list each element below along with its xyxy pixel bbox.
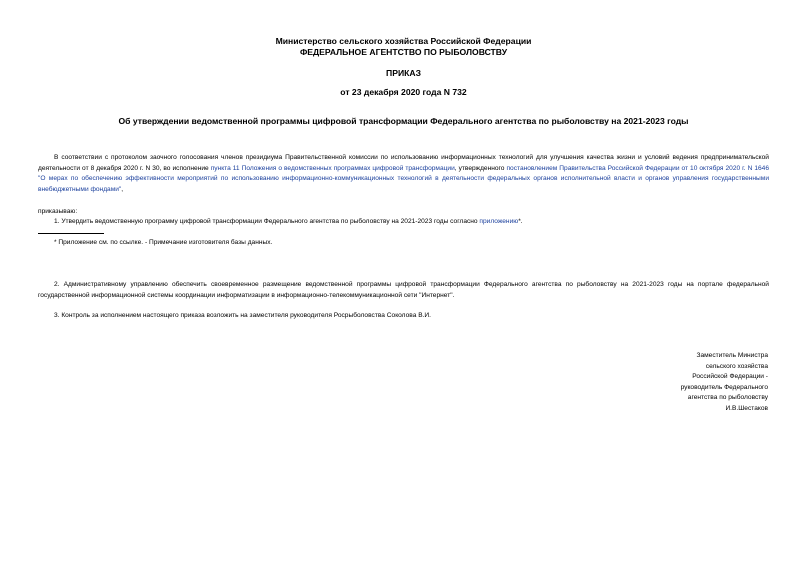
preamble-paragraph <box>38 153 769 195</box>
signature-line-5: агентства по рыболовству <box>687 394 768 401</box>
appendix-link[interactable]: приложению <box>479 218 519 225</box>
preamble-text-1: В соответствии с протоколом заочного голосования членов президиума Правительственной комиссии по использованию информационных технологий для улучшения качества жизни и условий ведения предпринимательской деятельности от 8 декабря 2020 г. N 30, во исполнение <box>38 154 769 172</box>
item-1-text: 1. Утвердить ведомственную программу цифровой трансформации Федерального агентства по рыболовству на 2021-2023 годы согласно <box>54 218 480 225</box>
government-decree-link[interactable]: постановлением Правительства Российской Федерации от 10 октября 2020 г. N 1646 "О мерах по обеспечению эффективности мероприятий по использованию информационно-коммуникационных технологий в деятельности федеральных органов исполнительной власти и органов управления государственными внебюджетными фондами" <box>38 164 769 193</box>
signature-line-4: руководитель Федерального <box>680 383 768 391</box>
document-title: Об утверждении ведомственной программы цифровой трансформации Федерального агентства по рыболовству на 2021-2023 годы <box>118 116 689 126</box>
order-word: приказываю: <box>38 208 78 215</box>
item-1-suffix: *. <box>518 218 523 225</box>
signature-name: И.В.Шестаков <box>725 404 768 412</box>
regulation-point-link[interactable]: пункта 11 Положения о ведомственных программах цифровой трансформации <box>210 164 455 172</box>
item-2-paragraph: 2. Административному управлению обеспечить своевременное размещение ведомственной программы цифровой трансформации Федерального агентства по рыболовству на 2021-2023 годы на портале федеральной государственной информационной системы координации информатизации в информационно-телекоммуникационной сети "Интернет". <box>38 281 769 299</box>
doc-type-heading: ПРИКАЗ <box>386 68 421 78</box>
footnote-divider <box>38 233 104 234</box>
ministry-heading: Министерство сельского хозяйства Российской Федерации <box>275 36 532 46</box>
footnote: * Приложение см. по ссылке. - Примечание изготовителя базы данных. <box>54 239 273 246</box>
preamble-text-3: , <box>121 185 124 193</box>
signature-line-1: Заместитель Министра <box>696 352 768 359</box>
preamble-text-2: , утвержденного <box>454 164 507 172</box>
agency-heading: ФЕДЕРАЛЬНОЕ АГЕНТСТВО ПО РЫБОЛОВСТВУ <box>299 47 508 57</box>
signature-line-3: Российской Федерации - <box>692 373 768 380</box>
item-3-paragraph: 3. Контроль за исполнением настоящего приказа возложить на заместителя руководителя Росрыболовства Соколова В.И. <box>54 312 431 319</box>
signature-line-2: сельского хозяйства <box>705 362 768 370</box>
signature-block <box>681 351 768 414</box>
item-1-paragraph <box>54 217 769 228</box>
date-number: от 23 декабря 2020 года N 732 <box>340 87 467 97</box>
